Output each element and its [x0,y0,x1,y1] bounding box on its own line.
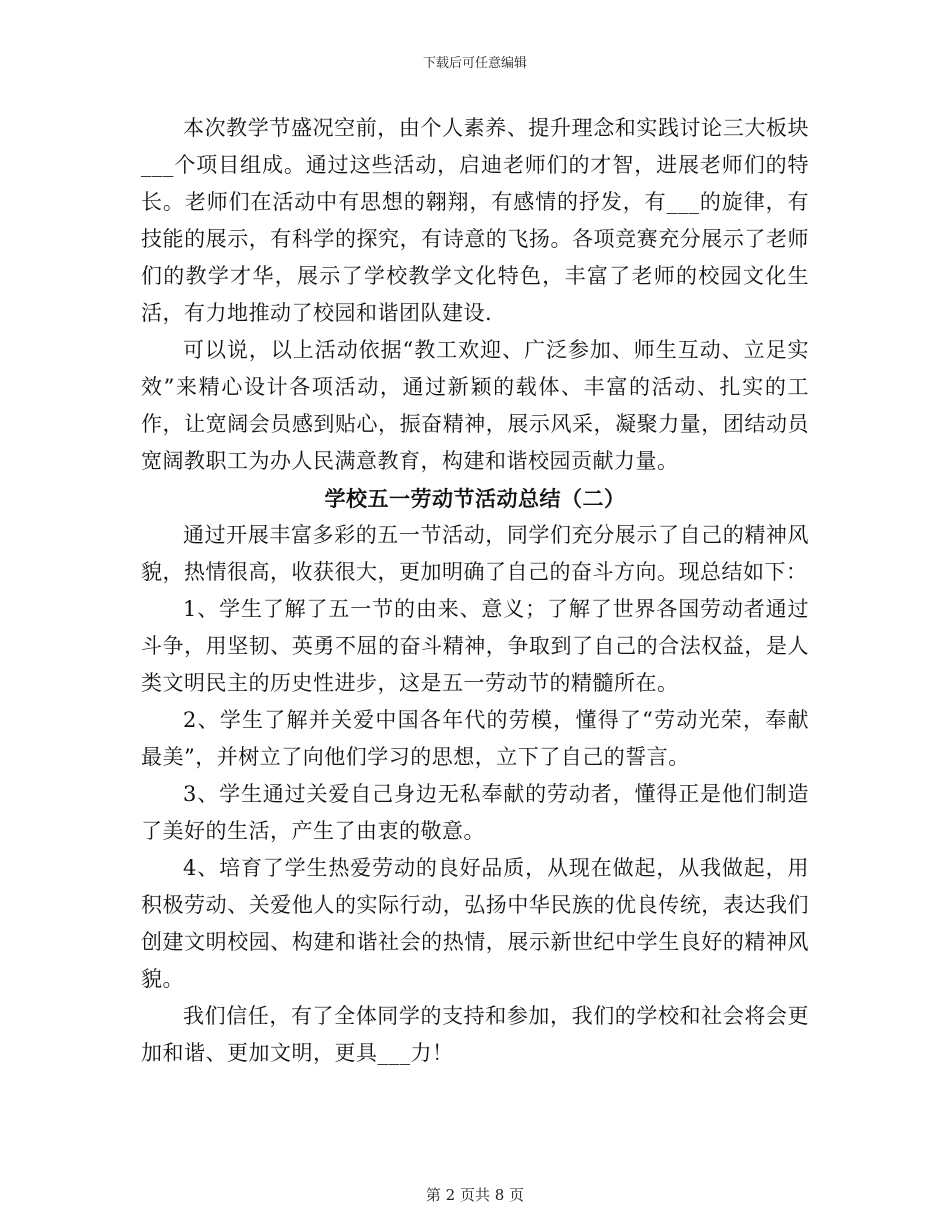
paragraph-teaching-festival: 本次教学节盛况空前，由个人素养、提升理念和实践讨论三大板块___个项目组成。通过这些活动，启迪老师们的才智，进展老师们的特长。老师们在活动中有思想的翱翔，有感情的抒发，有___的旋律，有技能的展示，有科学的探究，有诗意的飞扬。各项竞赛充分展示了老师们的教学才华，展示了学校教学文化特色，丰富了老师的校园文化生活，有力地推动了校园和谐团队建设. [141,116,809,325]
paragraph-intro: 通过开展丰富多彩的五一节活动，同学们充分展示了自己的精神风貌，热情很高，收获很大，更加明确了自己的奋斗方向。现总结如下： [141,523,809,584]
paragraph-conclusion: 我们信任，有了全体同学的支持和参加，我们的学校和社会将会更加和谐、更加文明，更具___力！ [141,1004,809,1065]
paragraph-item-3: 3、学生通过关爱自己身边无私奉献的劳动者，懂得正是他们制造了美好的生活，产生了由衷的敬意。 [141,782,809,843]
document-body [141,110,809,1072]
section-title: 学校五一劳动节活动总结（二） [324,486,626,511]
page-footer: 第 2 页共 8 页 [425,1186,525,1204]
page-header: 下载后可任意编辑 [422,56,527,71]
paragraph-activity-summary: 可以说，以上活动依据“教工欢迎、广泛参加、师生互动、立足实效”来精心设计各项活动，通过新颖的载体、丰富的活动、扎实的工作，让宽阔会员感到贴心，振奋精神，展示风采，凝聚力量，团结动员宽阔教职工为办人民满意教育，构建和谐校园贡献力量。 [141,338,809,473]
paragraph-item-1: 1、学生了解了五一节的由来、意义；了解了世界各国劳动者通过斗争，用坚韧、英勇不屈的奋斗精神，争取到了自己的合法权益，是人类文明民主的历史性进步，这是五一劳动节的精髓所在。 [141,597,809,695]
paragraph-item-4: 4、培育了学生热爱劳动的良好品质，从现在做起，从我做起，用积极劳动、关爱他人的实际行动，弘扬中华民族的优良传统，表达我们创建文明校园、构建和谐社会的热情，展示新世纪中学生良好的精神风貌。 [141,856,809,991]
paragraph-item-2: 2、学生了解并关爱中国各年代的劳模，懂得了“劳动光荣，奉献最美”，并树立了向他们学习的思想，立下了自己的誓言。 [141,708,809,769]
